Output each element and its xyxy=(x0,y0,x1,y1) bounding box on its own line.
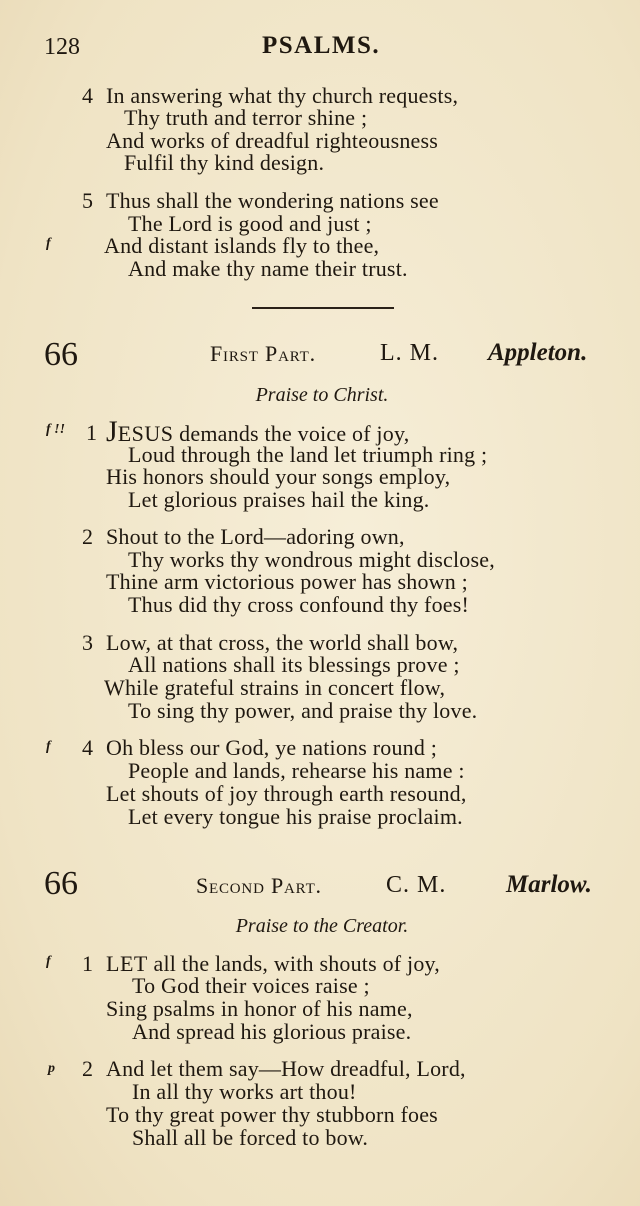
verse-line: Thus did thy cross confound thy foes! xyxy=(128,592,470,617)
verse-line: To God their voices raise ; xyxy=(132,973,370,998)
verse-line: Let glorious praises hail the king. xyxy=(128,487,430,512)
stanza-number: 2 xyxy=(82,524,93,549)
verse-line: Thy works thy wondrous might disclose, xyxy=(128,547,495,572)
verse-line: Shall all be forced to bow. xyxy=(132,1125,369,1150)
dynamic-mark: f !! xyxy=(46,422,66,437)
stanza-number: 4 xyxy=(82,735,93,760)
first-word-rest: ESUS xyxy=(117,421,174,446)
first-line-rest: demands the voice of joy, xyxy=(173,421,410,446)
verse-line: And make thy name their trust. xyxy=(128,256,408,281)
hymn-part: First Part. xyxy=(210,341,316,366)
stanza-number: 1 xyxy=(82,951,93,976)
stanza-number: 5 xyxy=(82,188,93,213)
verse-line: Let shouts of joy through earth resound, xyxy=(106,781,467,806)
hymn-part: Second Part. xyxy=(196,873,322,898)
dynamic-mark: f xyxy=(46,954,51,969)
verse-line: Fulfil thy kind design. xyxy=(124,150,325,175)
verse-line: People and lands, rehearse his name : xyxy=(128,758,465,783)
verse-line: Thy truth and terror shine ; xyxy=(124,105,368,130)
hymn-number: 66 xyxy=(44,865,78,902)
dynamic-mark: p xyxy=(48,1061,55,1076)
drop-cap: J xyxy=(106,415,118,448)
verse-line: Thine arm victorious power has shown ; xyxy=(106,569,468,594)
dynamic-mark: f xyxy=(46,236,51,251)
stanza-number: 3 xyxy=(82,630,93,655)
verse-line: Let every tongue his praise proclaim. xyxy=(128,804,463,829)
section-divider xyxy=(252,307,394,309)
verse-line: Low, at that cross, the world shall bow, xyxy=(106,630,459,655)
hymn-meter: L. M. xyxy=(380,340,439,366)
dynamic-mark: f xyxy=(46,739,51,754)
verse-line: And let them say—How dreadful, Lord, xyxy=(106,1056,466,1081)
verse-line: And distant islands fly to thee, xyxy=(104,233,380,258)
verse-line: Thus shall the wondering nations see xyxy=(106,188,439,213)
first-line-rest: all the lands, with shouts of joy, xyxy=(147,951,440,976)
stanza-number: 4 xyxy=(82,83,93,108)
verse-line: Loud through the land let triumph ring ; xyxy=(128,442,488,467)
hymn-number: 66 xyxy=(44,336,78,373)
verse-line: Oh bless our God, ye nations round ; xyxy=(106,735,438,760)
verse-line: The Lord is good and just ; xyxy=(128,211,372,236)
verse-line: In all thy works art thou! xyxy=(132,1079,357,1104)
stanza-number: 2 xyxy=(82,1056,93,1081)
verse-line: Shout to the Lord—adoring own, xyxy=(106,524,405,549)
hymn-meter: C. M. xyxy=(386,872,447,898)
hymn-subtitle: Praise to the Creator. xyxy=(235,915,409,937)
hymn-subtitle: Praise to Christ. xyxy=(255,384,389,406)
running-title: PSALMS. xyxy=(262,32,381,59)
first-word: LET xyxy=(106,951,148,976)
tune-name: Marlow. xyxy=(506,871,592,898)
tune-name: Appleton. xyxy=(488,339,588,366)
verse-line: And works of dreadful righteousness xyxy=(106,128,439,153)
verse-line: To sing thy power, and praise thy love. xyxy=(128,698,478,723)
verse-line: Sing psalms in honor of his name, xyxy=(106,996,413,1021)
verse-line: And spread his glorious praise. xyxy=(132,1019,412,1044)
verse-line: In answering what thy church requests, xyxy=(106,83,459,108)
verse-line: All nations shall its blessings prove ; xyxy=(128,652,460,677)
verse-line: While grateful strains in concert flow, xyxy=(104,675,446,700)
stanza-number: 1 xyxy=(86,420,97,445)
page-number: 128 xyxy=(44,34,80,60)
verse-line: His honors should your songs employ, xyxy=(106,464,451,489)
verse-line: To thy great power thy stubborn foes xyxy=(106,1102,438,1127)
